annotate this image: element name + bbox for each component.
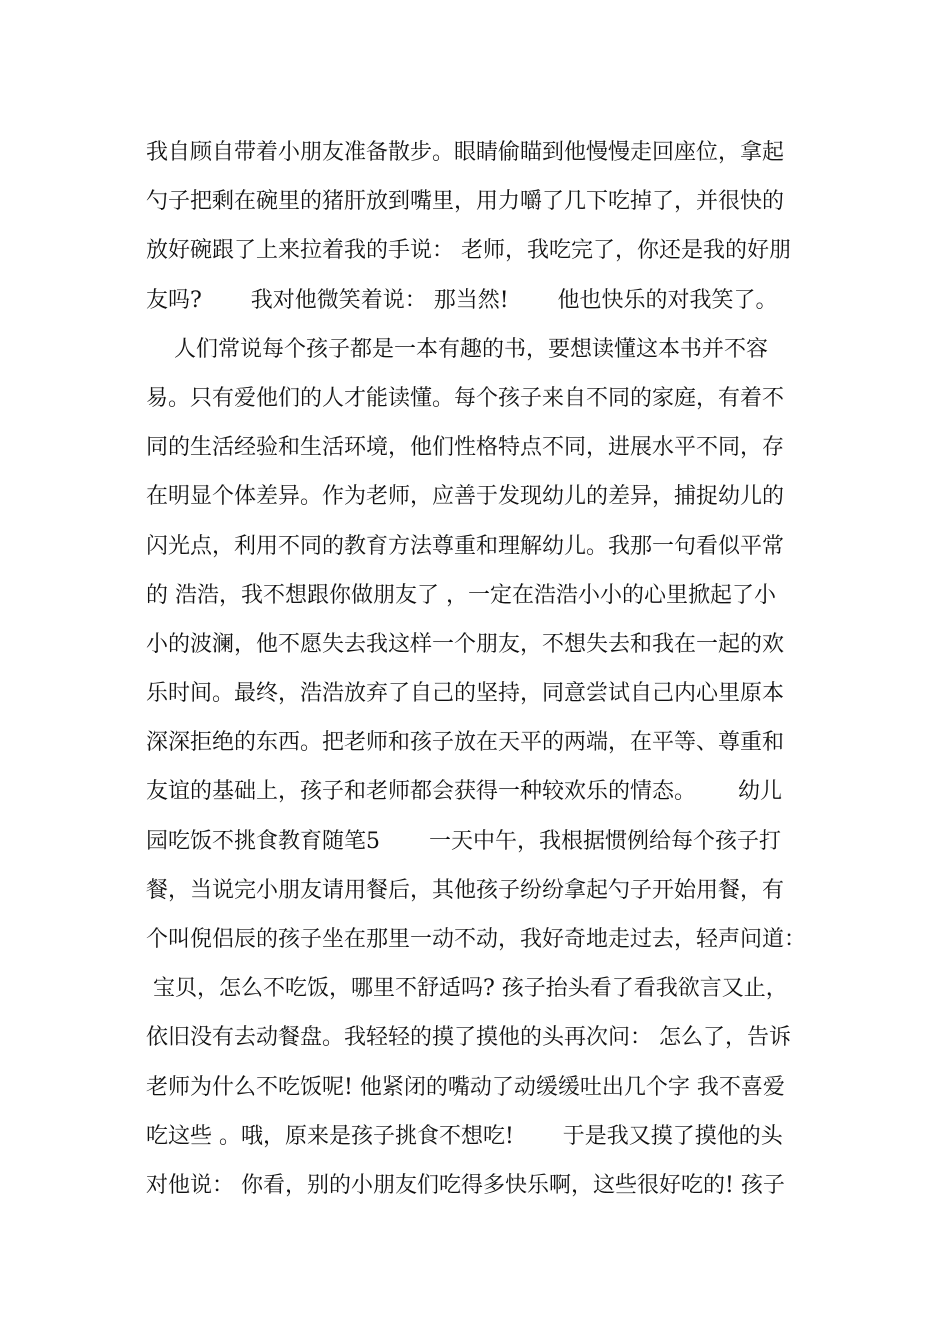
text-line: 依旧没有去动餐盘。我轻轻的摸了摸他的头再次问： 怎么了，告诉 [146, 1025, 791, 1051]
text-line: 友谊的基础上，孩子和老师都会获得一种较欢乐的情态。 幼儿 [146, 779, 782, 805]
text-line: 老师为什么不吃饭呢! 他紧闭的嘴动了动缓缓吐出几个字 我不喜爱 [146, 1074, 785, 1100]
text-line: 我自顾自带着小朋友准备散步。眼睛偷瞄到他慢慢走回座位，拿起 [146, 140, 785, 165]
body-text [146, 128, 826, 1210]
text-line: 吃这些 。哦，原来是孩子挑食不想吃! 于是我又摸了摸他的头 [146, 1123, 783, 1149]
text-line: 个叫倪侣辰的孩子坐在那里一动不动，我好奇地走过去，轻声问道： [146, 927, 807, 952]
text-line: 在明显个体差异。作为老师，应善于发现幼儿的差异，捕捉幼儿的 [146, 484, 785, 510]
text-line: 人们常说每个孩子都是一本有趣的书，要想读懂这本书并不容 [146, 336, 768, 362]
text-line: 餐，当说完小朋友请用餐后，其他孩子纷纷拿起勺子开始用餐，有 [146, 877, 785, 903]
text-line: 园吃饭不挑食教育随笔5 一天中午，我根据惯例给每个孩子打 [146, 828, 781, 854]
text-line: 小的波澜，他不愿失去我这样一个朋友，不想失去和我在一起的欢 [146, 631, 785, 657]
text-line: 乐时间。最终，浩浩放弃了自己的坚持，同意尝试自己内心里原本 [146, 681, 785, 707]
text-line: 易。只有爱他们的人才能读懂。每个孩子来自不同的家庭，有着不 [146, 385, 785, 411]
text-line: 闪光点，利用不同的教育方法尊重和理解幼儿。我那一句看似平常 [146, 533, 785, 559]
text-line: 同的生活经验和生活环境，他们性格特点不同，进展水平不同，存 [146, 435, 785, 461]
text-line: 放好碗跟了上来拉着我的手说： 老师，我吃完了，你还是我的好朋 [146, 238, 791, 264]
text-line: 深深拒绝的东西。把老师和孩子放在天平的两端，在平等、尊重和 [146, 730, 785, 756]
text-line: 友吗? 我对他微笑着说： 那当然! 他也快乐的对我笑了。 [146, 287, 778, 313]
text-line: 的 浩浩，我不想跟你做朋友了 ，一定在浩浩小小的心里掀起了小 [146, 582, 776, 608]
text-line: 对他说： 你看，别的小朋友们吃得多快乐啊，这些很好吃的! 孩子 [146, 1172, 785, 1198]
text-line: 勺子把剩在碗里的猪肝放到嘴里，用力嚼了几下吃掉了，并很快的 [146, 189, 785, 215]
text-line: 宝贝，怎么不吃饭，哪里不舒适吗? 孩子抬头看了看我欲言又止， [146, 976, 788, 1002]
